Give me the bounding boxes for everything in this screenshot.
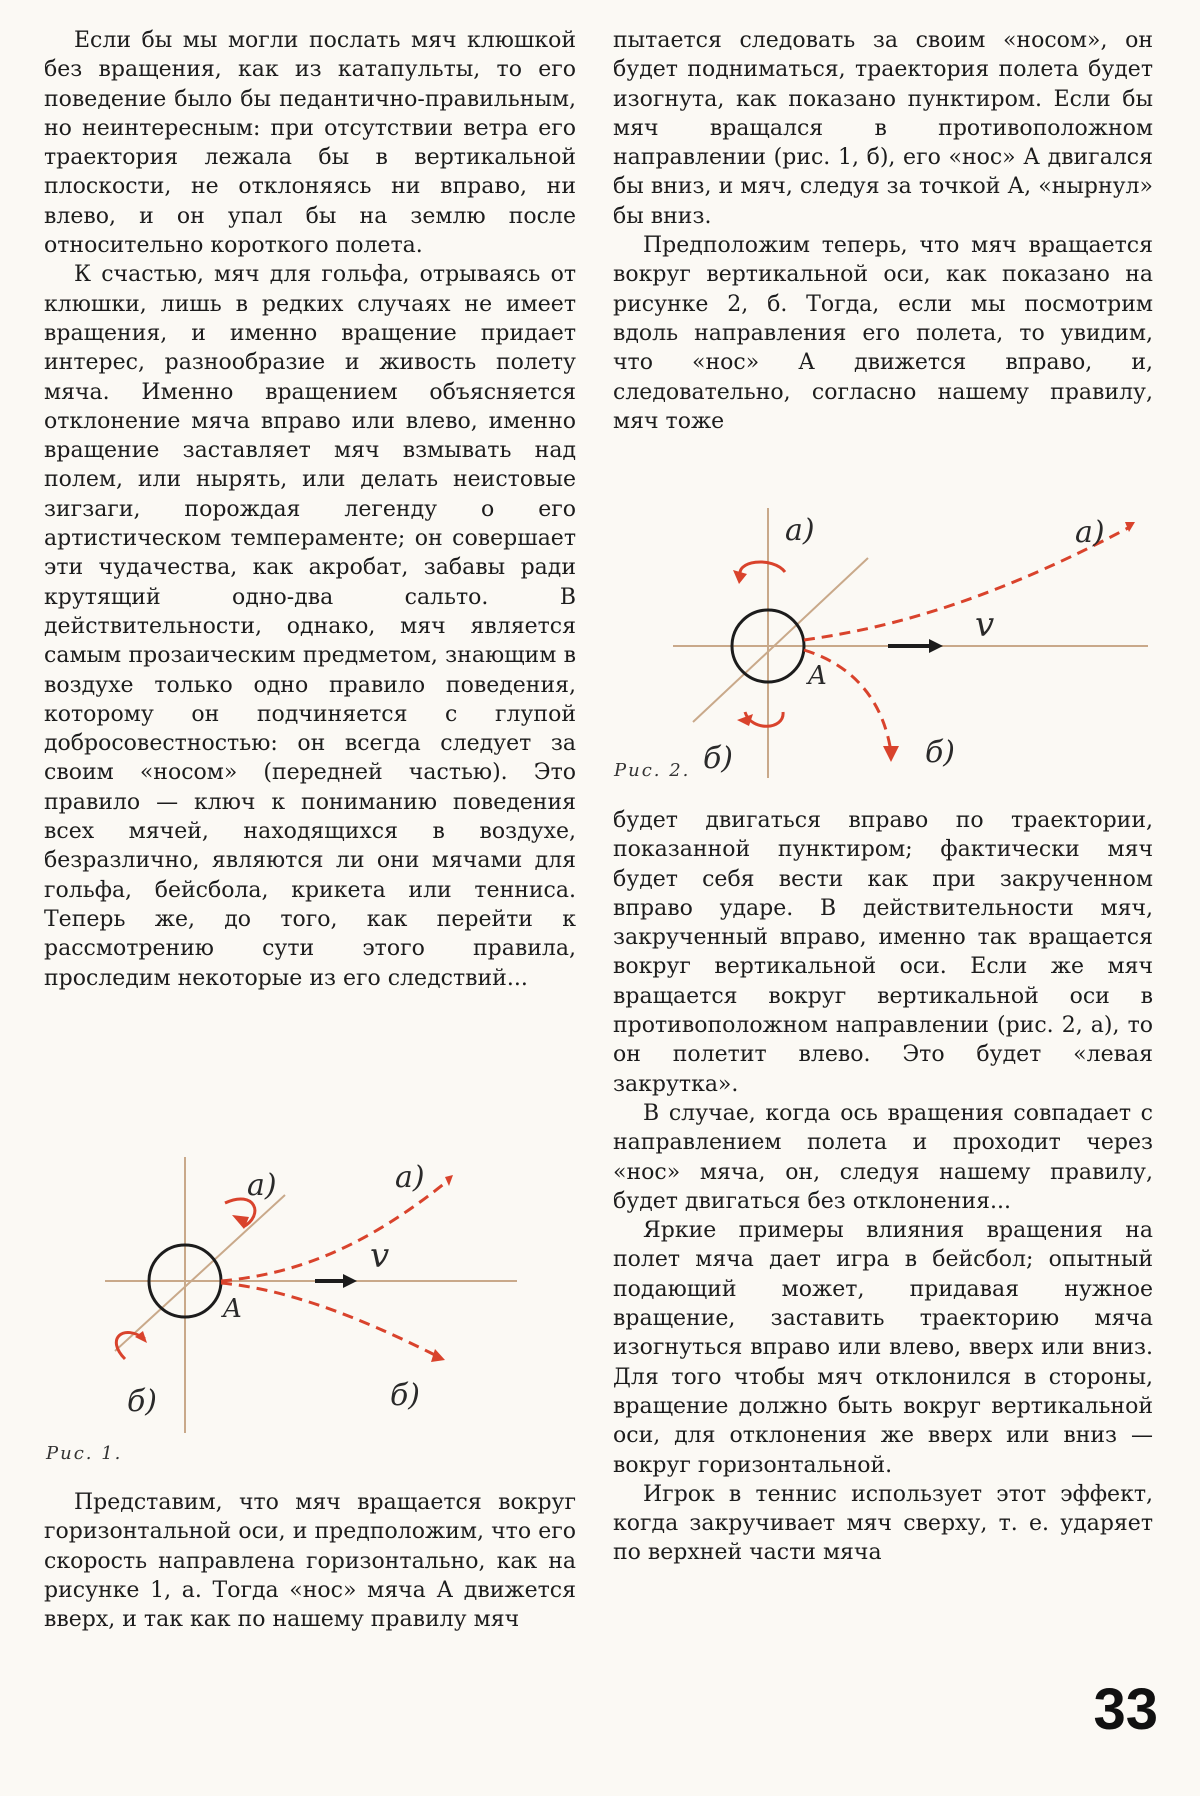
diagonal-axis <box>115 1195 285 1351</box>
label-a-path: a) <box>395 1160 425 1195</box>
figure-1 <box>105 1155 525 1435</box>
paragraph: К счастью, мяч для гольфа, отрываясь от клюшки, лишь в редких случаях не имеет вращения, и именно вращение придает интерес, разнообразие и живость полету мяча. Именно вращением объясняется отклонение мяча вправо или влево, именно вращение заставляет мяч взмывать над полем, или нырять, или делать неистовые зигзаги, порождая легенду о его артистическом темпераменте; он совершает эти чудачества, как акробат, забавы ради крутящий одно-два сальто. В действительности, однако, мяч является самым прозаическим предметом, знающим в воздухе только одно правило поведения, которому он подчиняется с глупой добросовестностью: он всегда следует за своим «носом» (передней частью). Это правило — ключ к пониманию поведения всех мячей, находящихся в воздухе, безразлично, являются ли они мячами для гольфа, бейсбола, крикета или тенниса. Теперь же, до того, как перейти к рассмотрению сути этого правила, проследим некоторые из его следствий... <box>44 262 576 991</box>
paragraph: Предположим теперь, что мяч вращается вокруг вертикальной оси, как показано на рисунке 2, б. Тогда, если мы посмотрим вдоль направления его полета, то увидим, что «нос» А движется вправо, и, следовательно, согласно нашему правилу, мяч тоже <box>613 233 1153 434</box>
left-column-text <box>44 26 576 993</box>
trajectory-b <box>221 1283 435 1355</box>
spin-arrow-a-head <box>232 1215 249 1229</box>
trajectory-a-arrowhead <box>1125 522 1135 532</box>
paragraph: Если бы мы могли послать мяч клюшкой без вращения, как из катапульты, то его поведение было бы педантично-правильным, но неинтересным: при отсутствии ветра его траектория лежала бы в вертикальной плоскости, не отклоняясь ни вправо, ни влево, и он упал бы на землю после относительно короткого полета. <box>44 28 576 259</box>
trajectory-b-arrowhead <box>431 1349 445 1362</box>
label-b-path: б) <box>390 1378 421 1413</box>
left-column-text-bottom <box>44 1488 576 1634</box>
paragraph-continuation: пытается следовать за своим «носом», он будет подниматься, траектория полета будет изогнута, как показано пунктиром. Если бы мяч вращался в противоположном направлении (рис. 1, б), его «нос» А двигался бы вниз, и мяч, следуя за точкой А, «нырнул» бы вниз. <box>613 28 1153 229</box>
diagonal-axis <box>693 558 868 722</box>
label-b-path: б) <box>925 735 956 770</box>
label-a-spin: a) <box>785 513 815 548</box>
label-point-A: A <box>223 1294 242 1324</box>
right-column-text-bottom <box>613 806 1153 1568</box>
trajectory-b-arrowhead <box>883 746 899 762</box>
label-a-spin: a) <box>247 1168 277 1203</box>
label-point-A: A <box>808 661 827 691</box>
label-velocity: v <box>975 605 995 645</box>
right-column-text <box>613 26 1153 436</box>
trajectory-a-arrowhead <box>445 1175 453 1186</box>
paragraph: В случае, когда ось вращения совпадает с направлением полета и проходит через «нос» мяча, он, следуя нашему правилу, будет двигаться без отклонения... <box>613 1100 1153 1214</box>
paragraph: Игрок в теннис использует этот эффект, когда закручивает мяч сверху, т. е. ударяет по верхней части мяча <box>613 1481 1153 1566</box>
label-a-path: a) <box>1075 515 1105 550</box>
label-b-spin: б) <box>127 1384 158 1419</box>
figure-2 <box>673 500 1153 780</box>
paragraph-continuation: будет двигаться вправо по траектории, показанной пунктиром; фактически мяч будет себя вести как при закрученном вправо ударе. В действительности мяч, закрученный вправо, именно так вращается вокруг вертикальной оси. Если же мяч вращается вокруг вертикальной оси в противоположном направлении (рис. 2, а), то он полетит влево. Это будет «левая закрутка». <box>613 808 1153 1097</box>
label-velocity: v <box>370 1236 390 1276</box>
spin-arrow-a <box>740 562 785 578</box>
label-b-spin: б) <box>703 741 734 776</box>
page-number: 33 <box>1093 1677 1158 1742</box>
figure-2-caption: Рис. 2. <box>614 760 691 781</box>
velocity-arrowhead <box>929 639 943 653</box>
paragraph: Яркие примеры влияния вращения на полет мяча дает игра в бейсбол; опытный подающий может, придавая нужное вращение, заставить траекторию мяча изогнуться вправо или влево, вверх или вниз. Для того чтобы мяч отклонился в стороны, вращение должно быть вокруг вертикальной оси, для отклонения же вверх или вниз — вокруг горизонтальной. <box>613 1218 1153 1478</box>
paragraph: Представим, что мяч вращается вокруг горизонтальной оси, и предположим, что его скорость направлена горизонтально, как на рисунке 1, а. Тогда «нос» мяча А движется вверх, и так как по нашему правилу мяч <box>44 1490 576 1633</box>
spin-arrow-a-head <box>733 570 747 584</box>
velocity-arrowhead <box>343 1274 357 1288</box>
figure-1-caption: Рис. 1. <box>46 1443 123 1464</box>
